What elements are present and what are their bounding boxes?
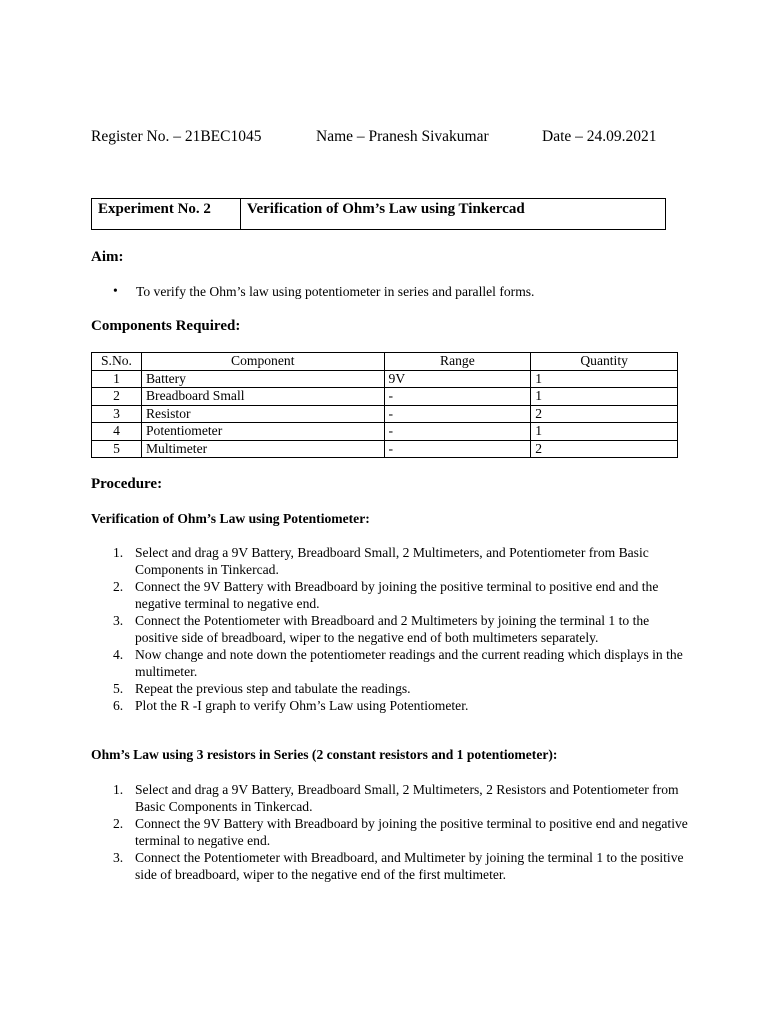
student-name: Name – Pranesh Sivakumar <box>316 128 489 145</box>
table-cell: - <box>384 423 531 441</box>
column-header: S.No. <box>92 353 142 371</box>
experiment-number: Experiment No. 2 <box>92 199 241 230</box>
table-cell: Potentiometer <box>141 423 384 441</box>
table-cell: 2 <box>531 405 678 423</box>
list-item: 1. Select and drag a 9V Battery, Breadboard Small, 2 Multimeters, 2 Resistors and Potentiometer from Basic Components in Tinkercad. <box>113 782 679 814</box>
table-row <box>92 423 678 441</box>
procedure-heading: Procedure: <box>91 476 163 492</box>
table-cell: 4 <box>92 423 142 441</box>
table-row <box>92 440 678 458</box>
table-cell: - <box>384 440 531 458</box>
experiment-title-table <box>91 198 666 230</box>
table-cell: - <box>384 388 531 406</box>
column-header: Component <box>141 353 384 371</box>
list-item: 2. Connect the 9V Battery with Breadboard by joining the positive terminal to positive end and negative terminal to negative end. <box>113 816 688 848</box>
table-row <box>92 388 678 406</box>
list-item: 5. Repeat the previous step and tabulate the readings. <box>113 681 411 696</box>
bullet-dot-icon: • <box>113 283 118 298</box>
experiment-title: Verification of Ohm’s Law using Tinkercad <box>241 199 666 230</box>
date: Date – 24.09.2021 <box>542 128 657 145</box>
table-cell: 2 <box>531 440 678 458</box>
list-item: 3. Connect the Potentiometer with Breadboard, and Multimeter by joining the terminal 1 to the positive side of breadboard, wiper to the negative end of the first multimeter. <box>113 850 684 882</box>
table-cell: 1 <box>531 388 678 406</box>
section1-title: Verification of Ohm’s Law using Potentiometer: <box>91 511 370 526</box>
register-number: Register No. – 21BEC1045 <box>91 128 262 145</box>
components-heading: Components Required: <box>91 318 241 334</box>
table-cell: 1 <box>92 370 142 388</box>
table-cell: 5 <box>92 440 142 458</box>
table-row <box>92 405 678 423</box>
section1-steps <box>91 544 691 714</box>
table-cell: 2 <box>92 388 142 406</box>
table-cell: Breadboard Small <box>141 388 384 406</box>
table-header-row <box>92 353 678 371</box>
table-cell: - <box>384 405 531 423</box>
aim-text: To verify the Ohm’s law using potentiometer in series and parallel forms. <box>136 284 535 299</box>
table-cell: 3 <box>92 405 142 423</box>
column-header: Quantity <box>531 353 678 371</box>
components-table <box>91 352 678 458</box>
table-cell: Multimeter <box>141 440 384 458</box>
list-item: 4. Now change and note down the potentiometer readings and the current reading which displays in the multimeter. <box>113 647 683 679</box>
section2-steps <box>91 781 691 883</box>
table-cell: Battery <box>141 370 384 388</box>
list-item: 6. Plot the R -I graph to verify Ohm’s Law using Potentiometer. <box>113 698 469 713</box>
table-cell: Resistor <box>141 405 384 423</box>
list-item: 1. Select and drag a 9V Battery, Breadboard Small, 2 Multimeters, and Potentiometer from Basic Components in Tinkercad. <box>113 545 649 577</box>
aim-heading: Aim: <box>91 249 124 265</box>
column-header: Range <box>384 353 531 371</box>
table-cell: 1 <box>531 423 678 441</box>
list-item: 2. Connect the 9V Battery with Breadboard by joining the positive terminal to positive end and the negative terminal to negative end. <box>113 579 659 611</box>
table-cell: 1 <box>531 370 678 388</box>
section2-title: Ohm’s Law using 3 resistors in Series (2 constant resistors and 1 potentiometer): <box>91 747 558 762</box>
list-item: 3. Connect the Potentiometer with Breadboard and 2 Multimeters by joining the terminal 1 to the positive side of breadboard, wiper to the negative end of both multimeters separately. <box>113 613 650 645</box>
table-row <box>92 370 678 388</box>
table-cell: 9V <box>384 370 531 388</box>
